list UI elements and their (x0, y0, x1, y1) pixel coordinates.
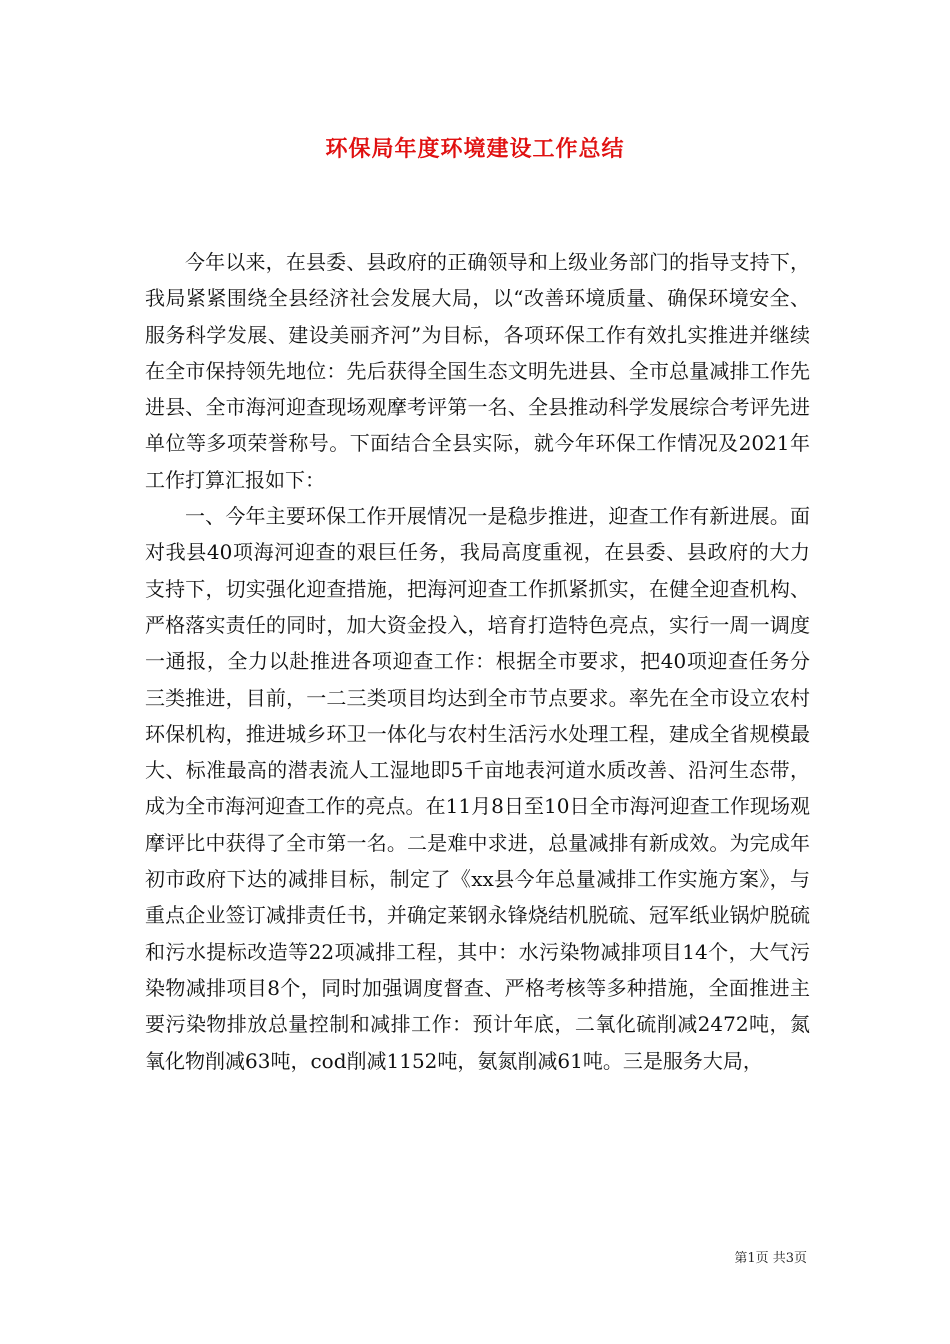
document-body (145, 244, 810, 1079)
document-title: 环保局年度环境建设工作总结 (325, 137, 625, 162)
paragraph-section-one: 一、今年主要环保工作开展情况一是稳步推进，迎查工作有新进展。面对我县40项海河迎查的艰巨任务，我局高度重视，在县委、县政府的大力支持下，切实强化迎查措施，把海河迎查工作抓紧抓实，在健全迎查机构、严格落实责任的同时，加大资金投入，培育打造特色亮点，实行一周一调度一通报，全力以赴推进各项迎查工作：根据全市要求，把40项迎查任务分三类推进，目前，一二三类项目均达到全市节点要求。率先在全市设立农村环保机构，推进城乡环卫一体化与农村生活污水处理工程，建成全省规模最大、标准最高的潜表流人工湿地即5千亩地表河道水质改善、沿河生态带，成为全市海河迎查工作的亮点。在11月8日至10日全市海河迎查工作现场观摩评比中获得了全市第一名。二是难中求进，总量减排有新成效。为完成年初市政府下达的减排目标，制定了《xx县今年总量减排工作实施方案》，与重点企业签订减排责任书，并确定莱钢永锋烧结机脱硫、冠军纸业锅炉脱硫和污水提标改造等22项减排工程，其中：水污染物减排项目14个，大气污染物减排项目8个，同时加强调度督查、严格考核等多种措施，全面推进主要污染物排放总量控制和减排工作：预计年底，二氧化硫削减2472吨，氮氧化物削减63吨，cod削减1152吨，氨氮削减61吨。三是服务大局， (145, 504, 810, 1073)
paragraph-intro: 今年以来，在县委、县政府的正确领导和上级业务部门的指导支持下，我局紧紧围绕全县经济社会发展大局，以“改善环境质量、确保环境安全、服务科学发展、建设美丽齐河”为目标，各项环保工作有效扎实推进并继续在全市保持领先地位：先后获得全国生态文明先进县、全市总量减排工作先进县、全市海河迎查现场观摩考评第一名、全县推动科学发展综合考评先进单位等多项荣誉称号。下面结合全县实际，就今年环保工作情况及2021年工作打算汇报如下： (145, 250, 810, 492)
page-number: 第1页 共3页 (734, 1251, 807, 1266)
